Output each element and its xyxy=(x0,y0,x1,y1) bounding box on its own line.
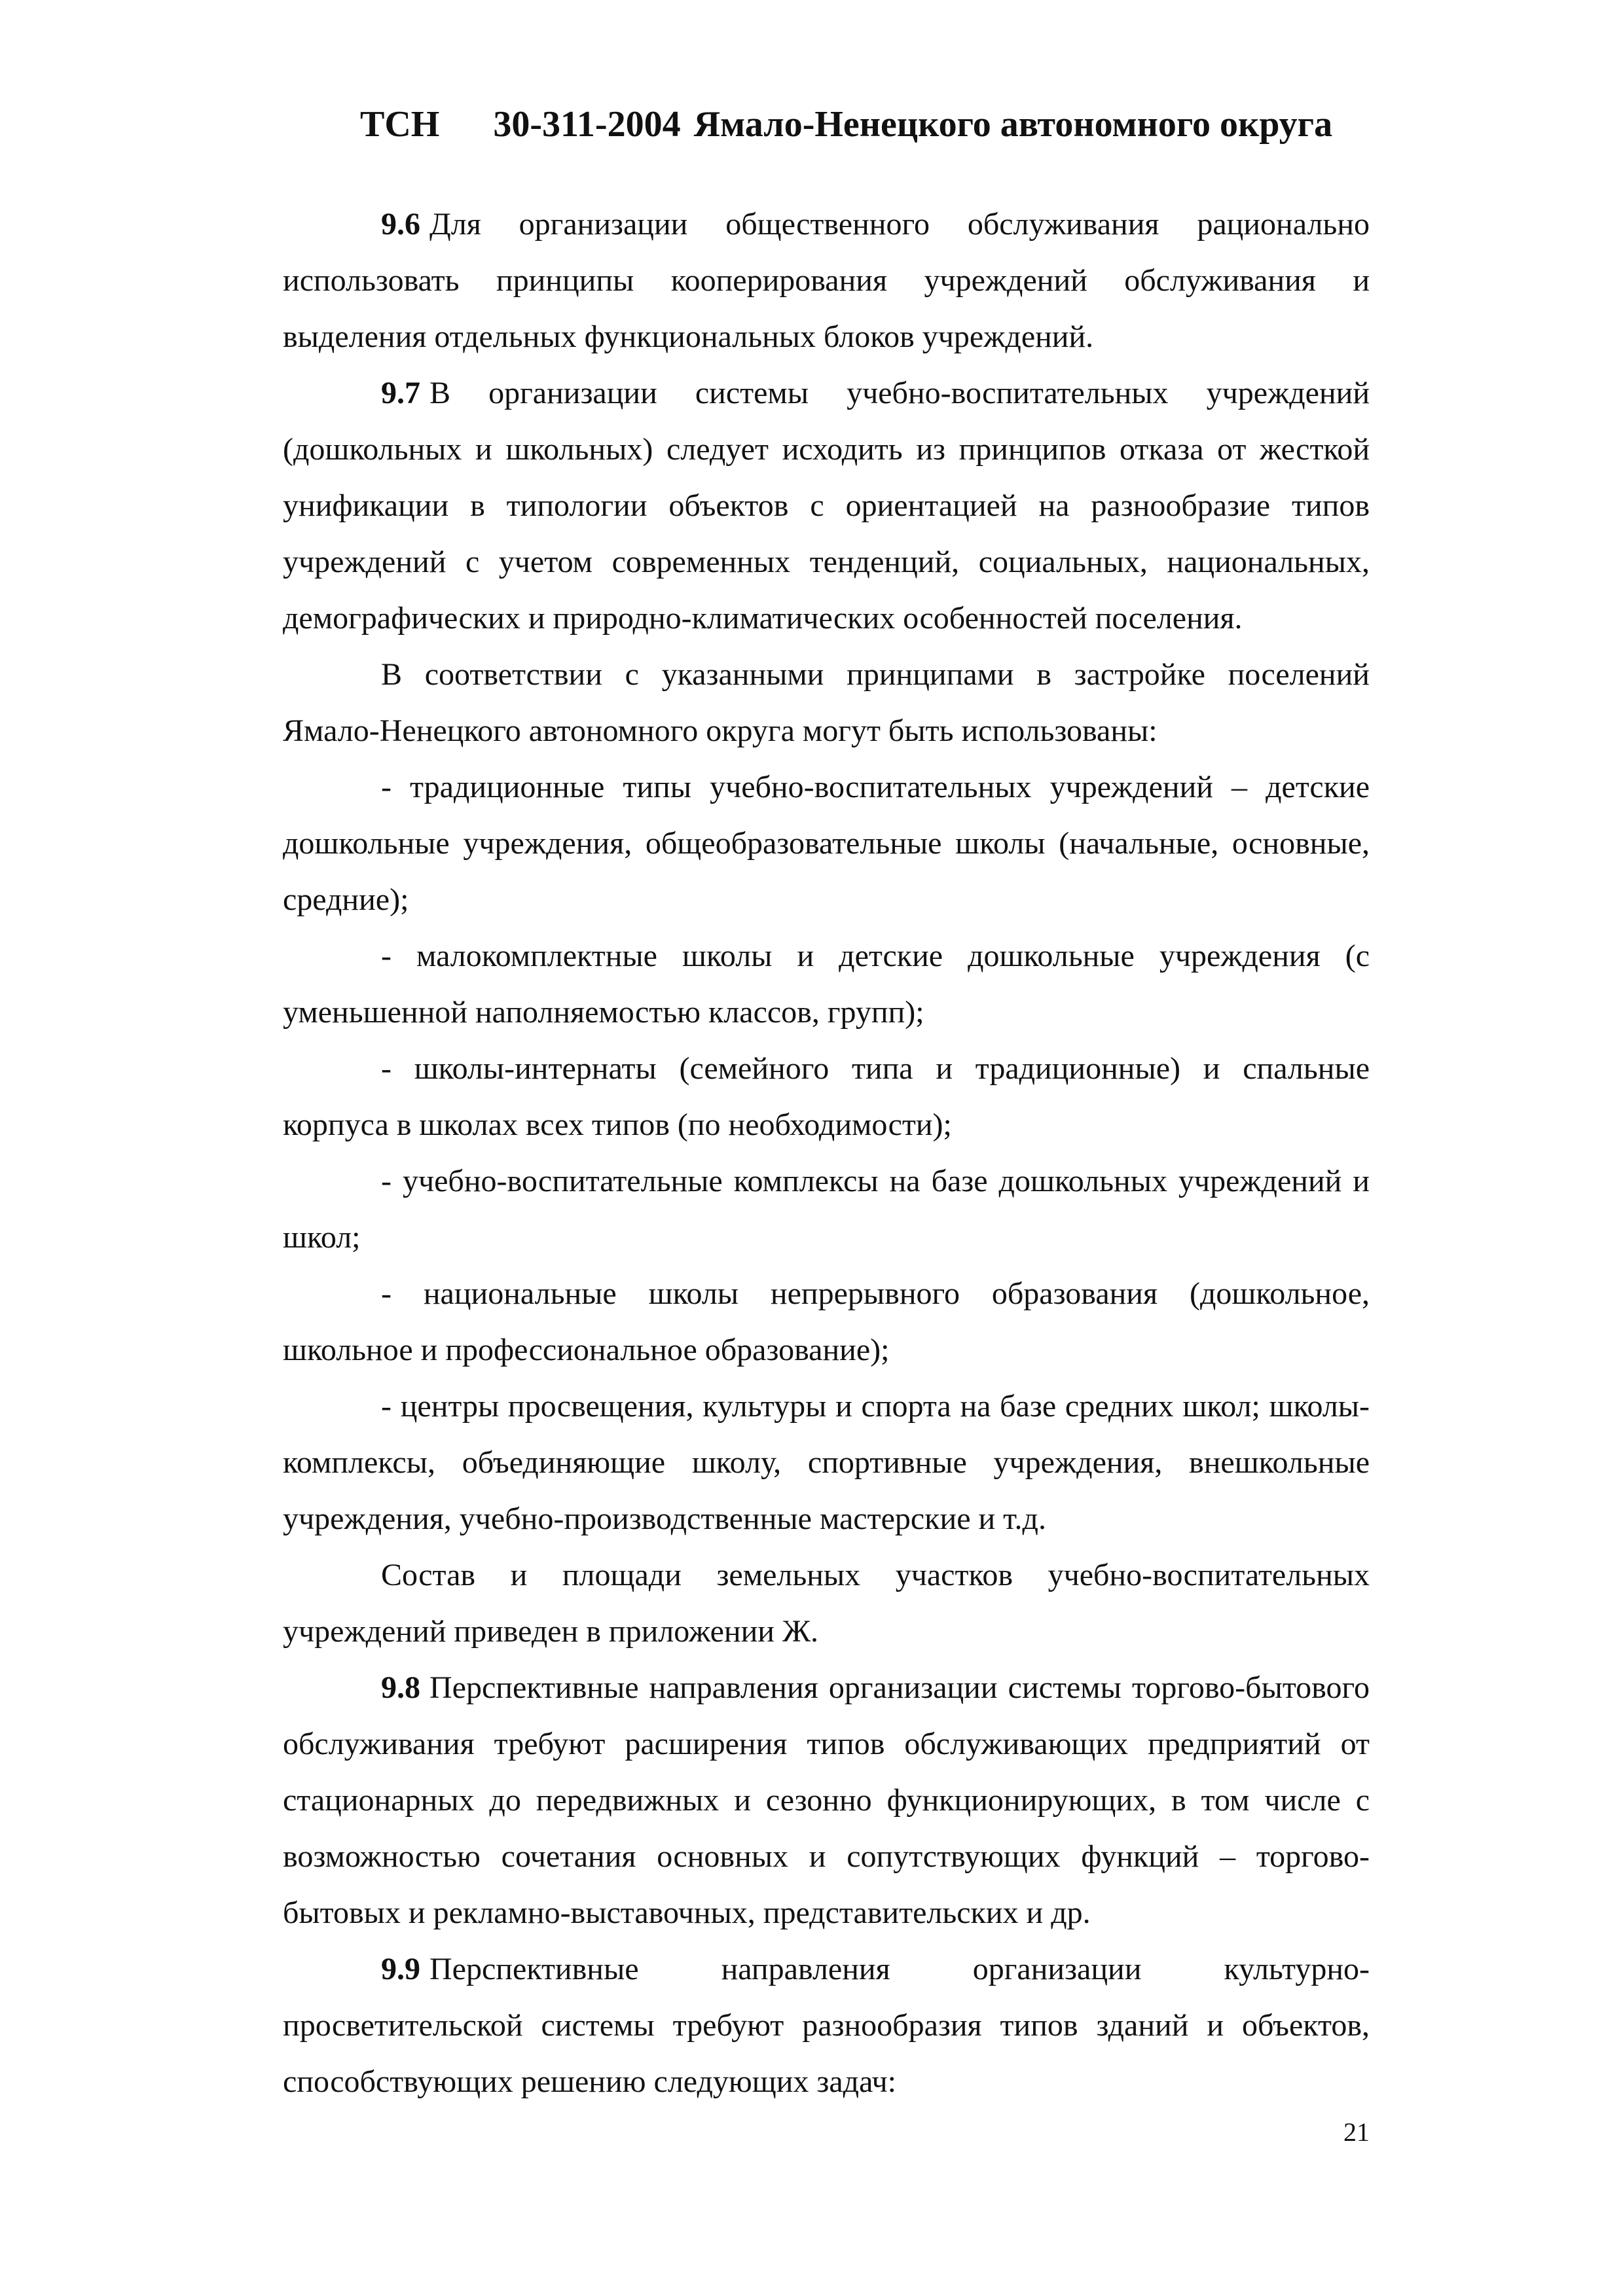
list-item-traditional xyxy=(283,759,1370,928)
list-item-small-schools xyxy=(283,928,1370,1041)
paragraph-intro-list xyxy=(283,647,1370,759)
paragraph-number: 9.8 xyxy=(381,1670,420,1705)
list-item-boarding-schools xyxy=(283,1041,1370,1153)
paragraph-number: 9.6 xyxy=(381,207,420,242)
list-item-centers xyxy=(283,1378,1370,1547)
paragraph-text: Состав и площади земельных участков учебно-воспитательных учреждений приведен в приложении Ж. xyxy=(283,1558,1370,1649)
paragraph-text: Для организации общественного обслуживания рационально использовать принципы кооперирования учреждений обслуживания и выделения отдельных функциональных блоков учреждений. xyxy=(283,207,1370,354)
paragraph-text: Перспективные направления организации культурно-просветительской системы требуют разнообразия типов зданий и объектов, способствующих решению следующих задач: xyxy=(283,1952,1370,2099)
list-item-text: - малокомплектные школы и детские дошкольные учреждения (с уменьшенной наполняемостью классов, групп); xyxy=(283,939,1370,1030)
list-item-national-schools xyxy=(283,1266,1370,1378)
paragraph-text: Перспективные направления организации системы торгово-бытового обслуживания требуют расширения типов обслуживающих предприятий от стационарных до передвижных и сезонно функционирующих, в том числе с возможностью сочетания основных и сопутствующих функций – торгово-бытовых и рекламно-выставочных, представительских и др. xyxy=(283,1670,1370,1930)
paragraph-land-plots xyxy=(283,1547,1370,1660)
document-body xyxy=(283,196,1370,2110)
header-prefix: ТСН xyxy=(360,104,440,145)
paragraph-9-6 xyxy=(283,196,1370,365)
header-title: Ямало-Ненецкого автономного округа xyxy=(693,104,1333,145)
paragraph-9-7 xyxy=(283,365,1370,647)
list-item-text: - традиционные типы учебно-воспитательных учреждений – детские дошкольные учреждения, общеобразовательные школы (начальные, основные, средние); xyxy=(283,770,1370,917)
paragraph-number: 9.9 xyxy=(381,1952,420,1986)
header-code: 30-311-2004 xyxy=(493,104,681,145)
paragraph-number: 9.7 xyxy=(381,376,420,410)
page-number: 21 xyxy=(1343,2117,1370,2147)
list-item-text: - учебно-воспитательные комплексы на базе дошкольных учреждений и школ; xyxy=(283,1164,1370,1255)
page-header xyxy=(360,98,1381,151)
list-item-text: - школы-интернаты (семейного типа и традиционные) и спальные корпуса в школах всех типов (по необходимости); xyxy=(283,1051,1370,1142)
paragraph-9-8 xyxy=(283,1660,1370,1941)
list-item-text: - центры просвещения, культуры и спорта на базе средних школ; школы-комплексы, объединяющие школу, спортивные учреждения, внешкольные учреждения, учебно-производственные мастерские и т.д. xyxy=(283,1389,1370,1536)
paragraph-text: В организации системы учебно-воспитательных учреждений (дошкольных и школьных) следует исходить из принципов отказа от жесткой унификации в типологии объектов с ориентацией на разнообразие типов учреждений с учетом современных тенденций, социальных, национальных, демографических и природно-климатических особенностей поселения. xyxy=(283,376,1370,636)
paragraph-text: В соответствии с указанными принципами в застройке поселений Ямало-Ненецкого автономного округа могут быть использованы: xyxy=(283,657,1370,748)
paragraph-9-9 xyxy=(283,1941,1370,2110)
list-item-complexes xyxy=(283,1153,1370,1266)
list-item-text: - национальные школы непрерывного образования (дошкольное, школьное и профессиональное образование); xyxy=(283,1276,1370,1367)
